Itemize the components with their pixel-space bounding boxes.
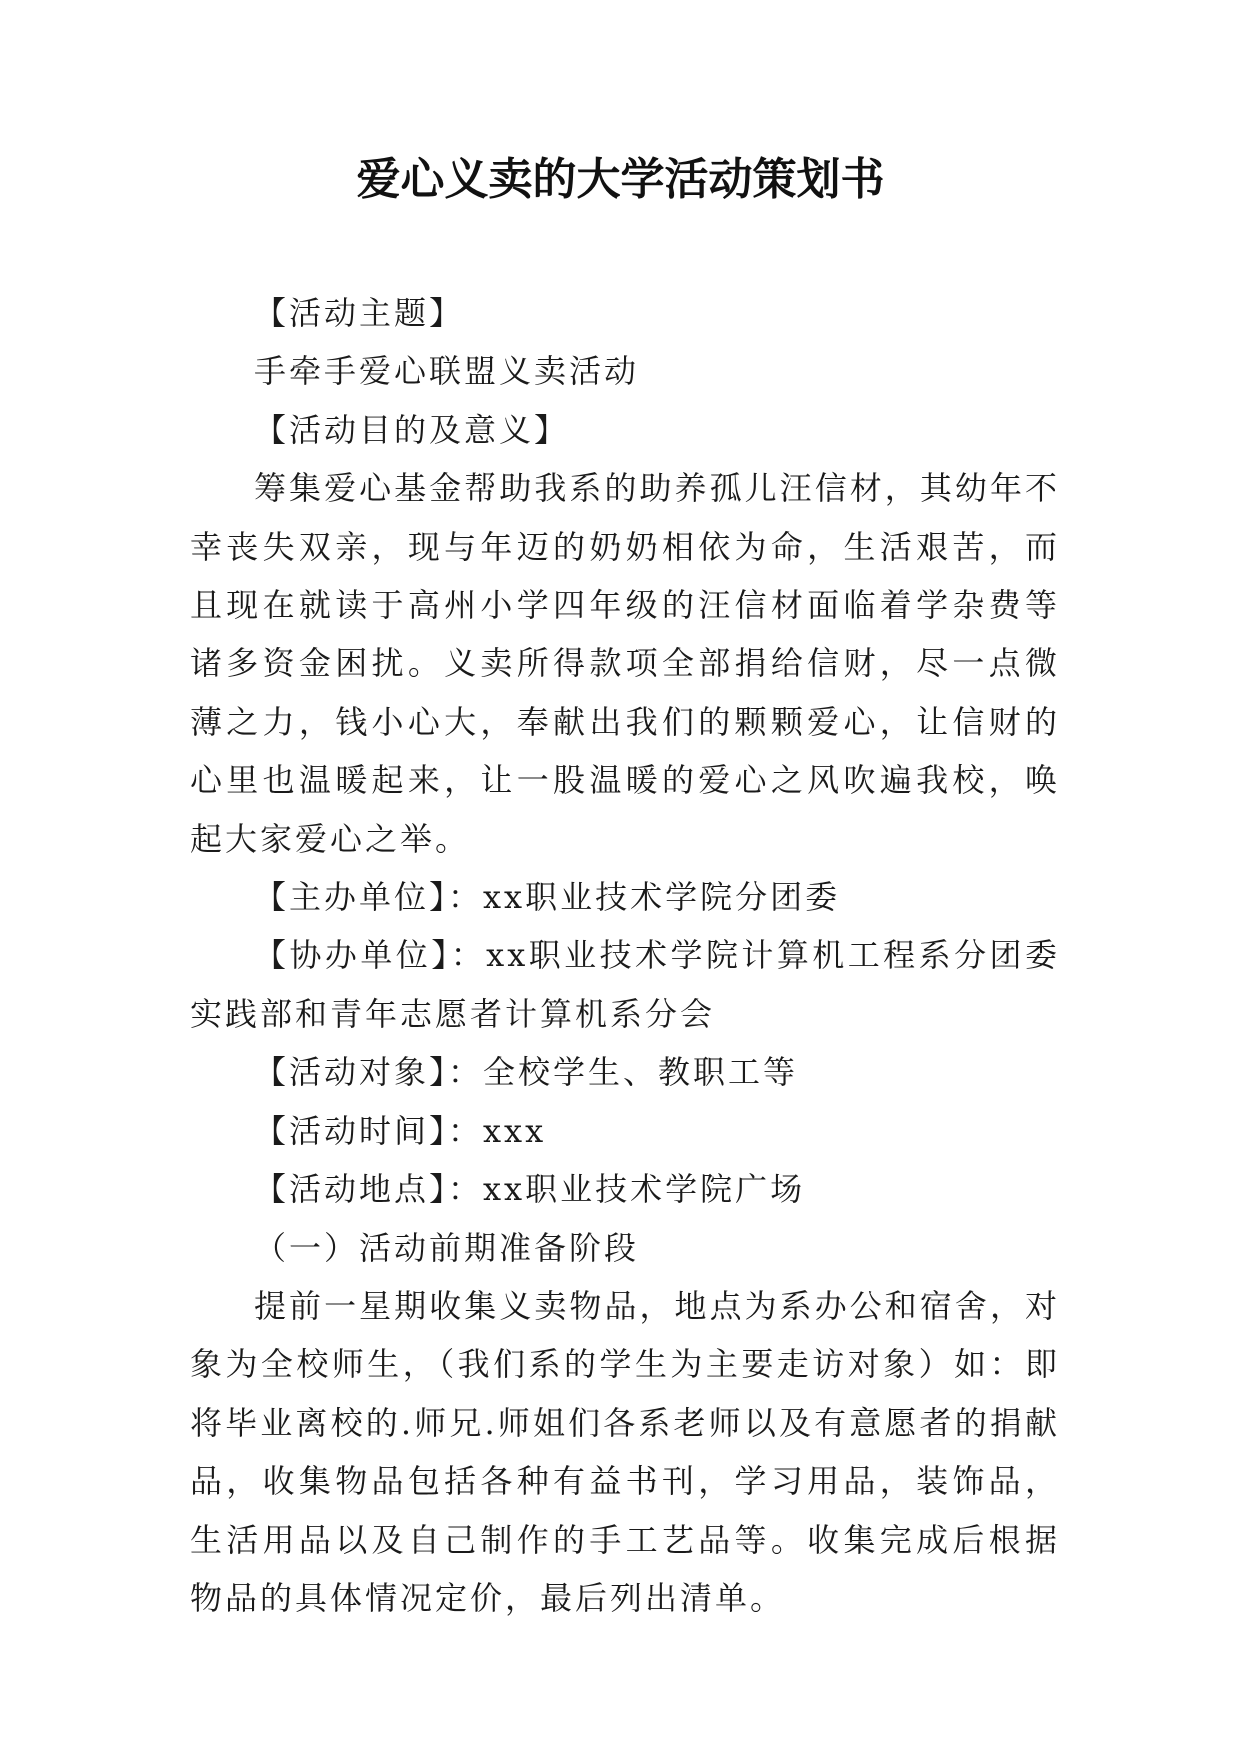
heading-purpose: 【活动目的及意义】 — [254, 410, 570, 449]
activity-theme-text: 手牵手爱心联盟义卖活动 — [254, 352, 640, 391]
time-line: 【活动时间】：xxx — [254, 1111, 547, 1150]
document-title: 爱心义卖的大学活动策划书 — [356, 154, 885, 205]
heading-activity-theme: 【活动主题】 — [254, 294, 465, 332]
preparation-paragraph: 提前一星期收集义卖物品，地点为系办公和宿舍，对象为全校师生，（我们系的学生为主要走访对象）如：即将毕业离校的.师兄.师姐们各系老师以及有意愿者的捐献品，收集物品包括各种有益书刊，学习用品，装饰品，生活用品以及自己制作的手工艺品等。收集完成后根据物品的具体情况定价，最后列出清单。 — [190, 1286, 1060, 1617]
organizer-line: 【主办单位】：xx职业技术学院分团委 — [254, 878, 841, 917]
section-heading-preparation: （一）活动前期准备阶段 — [254, 1228, 640, 1267]
document-body — [190, 284, 1060, 1627]
location-line: 【活动地点】：xx职业技术学院广场 — [254, 1170, 806, 1209]
audience-line: 【活动对象】：全校学生、教职工等 — [254, 1053, 799, 1092]
co-organizer-line: 【协办单位】：xx职业技术学院计算机工程系分团委实践部和青年志愿者计算机系分会 — [190, 936, 1060, 1033]
purpose-paragraph: 筹集爱心基金帮助我系的助养孤儿汪信材，其幼年不幸丧失双亲，现与年迈的奶奶相依为命，生活艰苦，而且现在就读于高州小学四年级的汪信材面临着学杂费等诸多资金困扰。义卖所得款项全部捐给信财，尽一点微薄之力，钱小心大，奉献出我们的颗颗爱心，让信财的心里也温暖起来，让一股温暖的爱心之风吹遍我校，唤起大家爱心之举。 — [190, 469, 1060, 858]
